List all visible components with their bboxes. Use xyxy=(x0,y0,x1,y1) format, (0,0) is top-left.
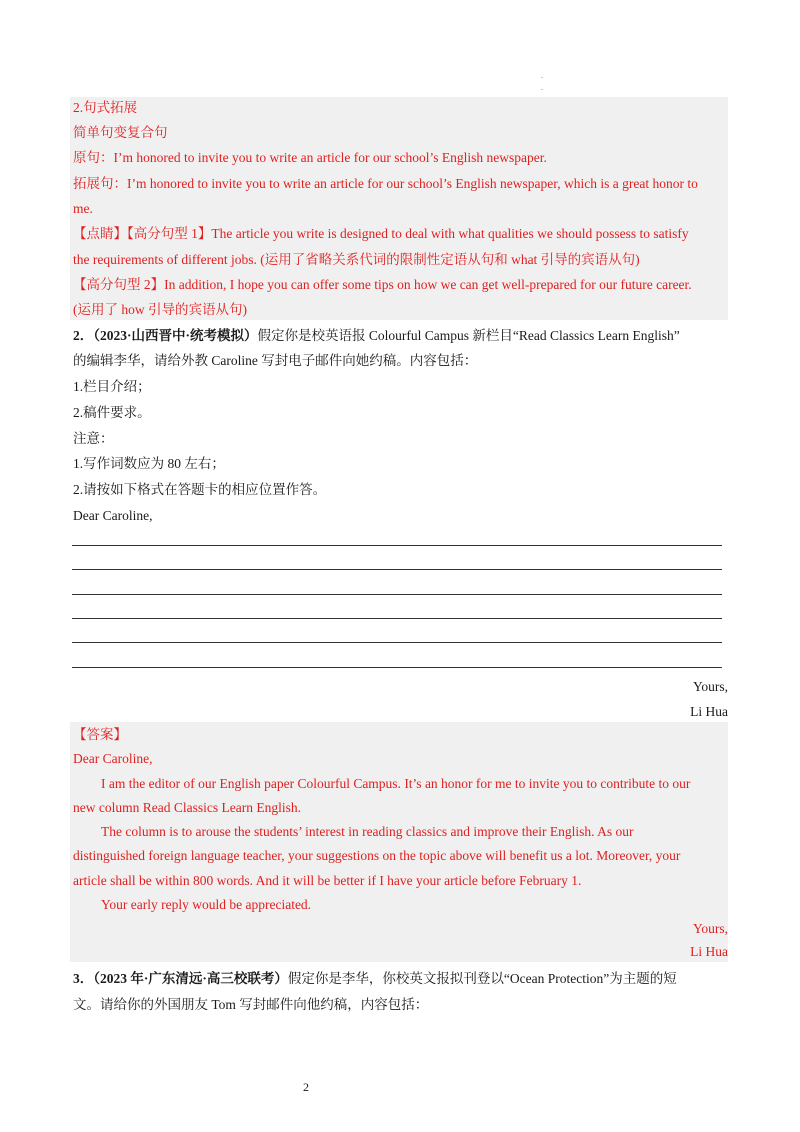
answer-p2-line2: distinguished foreign language teacher, your suggestions on the topic above will benefit us a lot. Moreover, your xyxy=(73,848,681,863)
expanded-sentence-line1: 拓展句：I’m honored to invite you to write an article for our school’s English newspaper, which is a great honor to xyxy=(73,176,698,191)
answer-p3: Your early reply would be appreciated. xyxy=(101,897,312,912)
header-marks: . . xyxy=(541,71,543,92)
letter-signature: Li Hua xyxy=(690,704,728,719)
answer-p2-line3: article shall be within 800 words. And it will be better if I have your article before February 1. xyxy=(73,873,582,888)
page-number: 2 xyxy=(303,1080,309,1094)
tip1-line1: 【点睛】【高分句型 1】The article you write is designed to deal with what qualities we should possess to satisfy xyxy=(73,226,689,241)
tip1-line2: the requirements of different jobs. (运用了省略关系代词的限制性定语从句和 what 引导的宾语从句) xyxy=(73,252,640,267)
letter-closing: Yours, xyxy=(692,679,728,694)
answer-label: 【答案】 xyxy=(73,727,127,742)
section-heading: 2.句式拓展 xyxy=(73,100,138,115)
question3-prompt-line1: 假定你是李华，你校英文报拟刊登以“Ocean Protection”为主题的短 xyxy=(287,971,677,986)
answer-line xyxy=(72,642,722,643)
tip2-line2: (运用了 how 引导的宾语从句) xyxy=(73,302,247,317)
note-label: 注意： xyxy=(73,431,114,446)
letter-salutation: Dear Caroline, xyxy=(73,508,153,523)
answer-p2-line1: The column is to arouse the students’ interest in reading classics and improve their English. As our xyxy=(101,824,634,839)
answer-line xyxy=(72,667,722,668)
answer-line xyxy=(72,569,722,570)
answer-signature: Li Hua xyxy=(690,944,728,959)
answer-salutation: Dear Caroline, xyxy=(73,751,153,766)
answer-p1-line1: I am the editor of our English paper Colourful Campus. It’s an honor for me to invite you to contribute to our xyxy=(101,776,691,791)
question3-line1 xyxy=(73,970,677,988)
question2-prompt-line2: 的编辑李华，请给外教 Caroline 写封电子邮件向她约稿。内容包括： xyxy=(73,353,478,368)
answer-p1-line2: new column Read Classics Learn English. xyxy=(73,800,301,815)
question3-prompt-line2: 文。请给你的外国朋友 Tom 写封邮件向他约稿，内容包括： xyxy=(73,997,429,1012)
question2-line1 xyxy=(73,327,680,345)
answer-line xyxy=(72,594,722,595)
tip2-line1: 【高分句型 2】In addition, I hope you can offer some tips on how we can get well-prepared for our future career. xyxy=(73,277,692,292)
question2-item2: 2.稿件要求。 xyxy=(73,405,151,420)
original-sentence: 原句：I’m honored to invite you to write an article for our school’s English newspaper. xyxy=(73,150,547,165)
question2-item1: 1.栏目介绍； xyxy=(73,379,151,394)
note-item1: 1.写作词数应为 80 左右； xyxy=(73,456,225,471)
question3-source: 3．（2023 年·广东清远·高三校联考） xyxy=(73,971,288,986)
note-item2: 2.请按如下格式在答题卡的相应位置作答。 xyxy=(73,482,327,497)
section-subheading: 简单句变复合句 xyxy=(73,125,168,140)
question2-source: 2．（2023·山西晋中·统考模拟） xyxy=(73,328,258,343)
answer-closing: Yours, xyxy=(692,921,728,936)
question2-prompt-line1: 假定你是校英语报 Colourful Campus 新栏目“Read Classics Learn English” xyxy=(257,328,680,343)
answer-line xyxy=(72,545,722,546)
answer-line xyxy=(72,618,722,619)
answer-highlight-block xyxy=(70,722,728,962)
expanded-sentence-line2: me. xyxy=(73,201,93,216)
